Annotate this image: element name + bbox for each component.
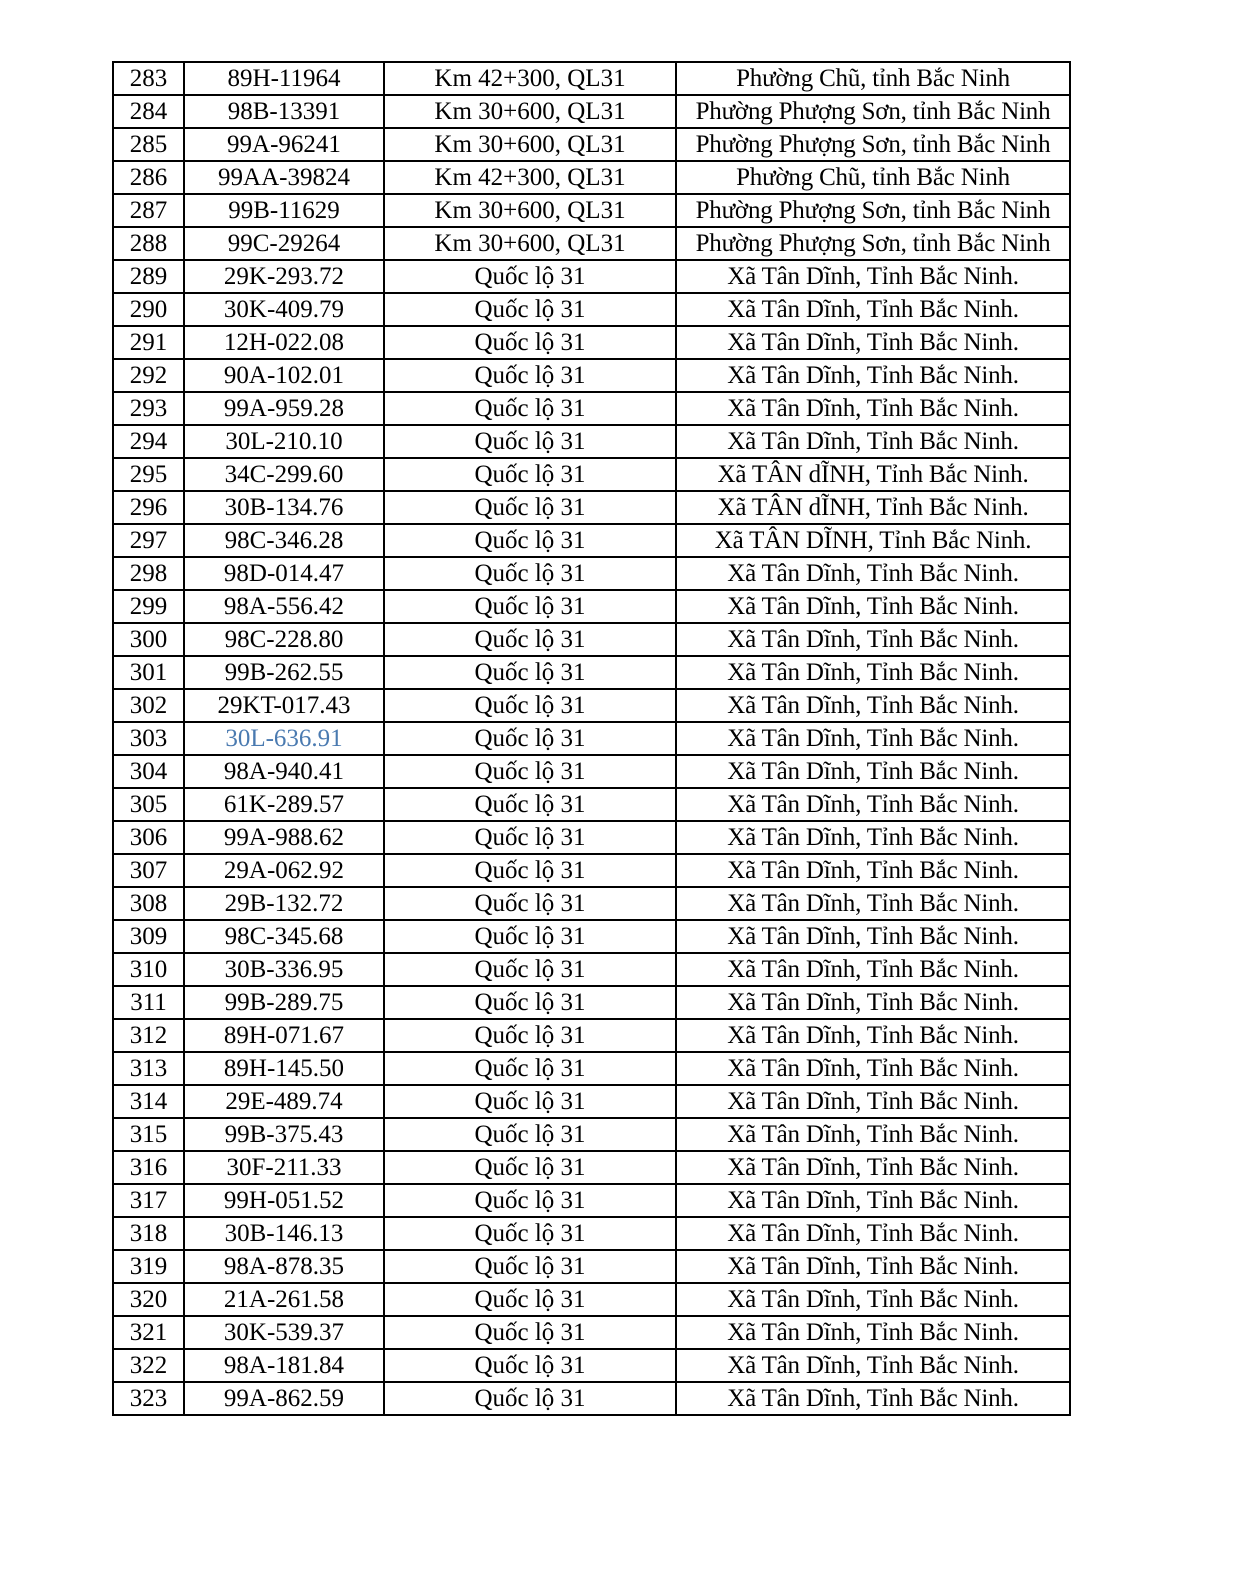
table-row: [113, 1184, 1070, 1217]
violation-records-table: [112, 61, 1071, 1416]
table-row: [113, 1217, 1070, 1250]
table-row: [113, 491, 1070, 524]
license-plate-cell: 30K-409.79: [184, 293, 384, 326]
commune-province-cell: Xã Tân Dĩnh, Tỉnh Bắc Ninh.: [676, 326, 1070, 359]
license-plate-cell: 99A-96241: [184, 128, 384, 161]
road-location-cell: Quốc lộ 31: [384, 623, 676, 656]
road-location-cell: Quốc lộ 31: [384, 854, 676, 887]
commune-province-cell: Xã Tân Dĩnh, Tỉnh Bắc Ninh.: [676, 854, 1070, 887]
road-location-cell: Quốc lộ 31: [384, 1118, 676, 1151]
road-location-cell: Km 42+300, QL31: [384, 161, 676, 194]
row-number-cell: 313: [113, 1052, 184, 1085]
table-row: [113, 854, 1070, 887]
license-plate-cell: 89H-11964: [184, 62, 384, 95]
table-row: [113, 1151, 1070, 1184]
road-location-cell: Quốc lộ 31: [384, 1283, 676, 1316]
table-row: [113, 1382, 1070, 1415]
road-location-cell: Quốc lộ 31: [384, 821, 676, 854]
row-number-cell: 317: [113, 1184, 184, 1217]
table-row: [113, 95, 1070, 128]
row-number-cell: 284: [113, 95, 184, 128]
road-location-cell: Quốc lộ 31: [384, 1382, 676, 1415]
table-row: [113, 1019, 1070, 1052]
row-number-cell: 318: [113, 1217, 184, 1250]
commune-province-cell: Xã Tân Dĩnh, Tỉnh Bắc Ninh.: [676, 1217, 1070, 1250]
commune-province-cell: Xã Tân Dĩnh, Tỉnh Bắc Ninh.: [676, 260, 1070, 293]
row-number-cell: 315: [113, 1118, 184, 1151]
commune-province-cell: Xã Tân Dĩnh, Tỉnh Bắc Ninh.: [676, 953, 1070, 986]
license-plate-cell: 98C-345.68: [184, 920, 384, 953]
road-location-cell: Quốc lộ 31: [384, 260, 676, 293]
commune-province-cell: Xã Tân Dĩnh, Tỉnh Bắc Ninh.: [676, 590, 1070, 623]
row-number-cell: 316: [113, 1151, 184, 1184]
license-plate-cell: 99A-862.59: [184, 1382, 384, 1415]
road-location-cell: Km 42+300, QL31: [384, 62, 676, 95]
table-row: [113, 1118, 1070, 1151]
table-row: [113, 755, 1070, 788]
license-plate-cell: 89H-071.67: [184, 1019, 384, 1052]
commune-province-cell: Xã Tân Dĩnh, Tỉnh Bắc Ninh.: [676, 293, 1070, 326]
commune-province-cell: Xã Tân Dĩnh, Tỉnh Bắc Ninh.: [676, 755, 1070, 788]
commune-province-cell: Xã Tân Dĩnh, Tỉnh Bắc Ninh.: [676, 821, 1070, 854]
license-plate-cell: 99A-988.62: [184, 821, 384, 854]
license-plate-cell: 98D-014.47: [184, 557, 384, 590]
commune-province-cell: Xã Tân Dĩnh, Tỉnh Bắc Ninh.: [676, 425, 1070, 458]
commune-province-cell: Xã Tân Dĩnh, Tỉnh Bắc Ninh.: [676, 689, 1070, 722]
commune-province-cell: Phường Chũ, tỉnh Bắc Ninh: [676, 161, 1070, 194]
license-plate-cell: 34C-299.60: [184, 458, 384, 491]
row-number-cell: 304: [113, 755, 184, 788]
row-number-cell: 297: [113, 524, 184, 557]
table-row: [113, 557, 1070, 590]
commune-province-cell: Xã Tân Dĩnh, Tỉnh Bắc Ninh.: [676, 1250, 1070, 1283]
license-plate-cell: 30K-539.37: [184, 1316, 384, 1349]
road-location-cell: Quốc lộ 31: [384, 920, 676, 953]
row-number-cell: 314: [113, 1085, 184, 1118]
license-plate-cell: 30B-146.13: [184, 1217, 384, 1250]
road-location-cell: Quốc lộ 31: [384, 590, 676, 623]
table-row: [113, 392, 1070, 425]
commune-province-cell: Xã Tân Dĩnh, Tỉnh Bắc Ninh.: [676, 722, 1070, 755]
license-plate-cell: 30L-210.10: [184, 425, 384, 458]
row-number-cell: 291: [113, 326, 184, 359]
license-plate-cell: 99B-289.75: [184, 986, 384, 1019]
road-location-cell: Quốc lộ 31: [384, 1349, 676, 1382]
row-number-cell: 289: [113, 260, 184, 293]
row-number-cell: 309: [113, 920, 184, 953]
row-number-cell: 288: [113, 227, 184, 260]
row-number-cell: 323: [113, 1382, 184, 1415]
table-row: [113, 821, 1070, 854]
table-row: [113, 293, 1070, 326]
row-number-cell: 292: [113, 359, 184, 392]
table-row: [113, 1283, 1070, 1316]
table-row: [113, 524, 1070, 557]
road-location-cell: Km 30+600, QL31: [384, 227, 676, 260]
road-location-cell: Quốc lộ 31: [384, 656, 676, 689]
license-plate-cell: 12H-022.08: [184, 326, 384, 359]
license-plate-cell: 98A-940.41: [184, 755, 384, 788]
license-plate-cell: 29B-132.72: [184, 887, 384, 920]
commune-province-cell: Xã Tân Dĩnh, Tỉnh Bắc Ninh.: [676, 1052, 1070, 1085]
road-location-cell: Quốc lộ 31: [384, 491, 676, 524]
road-location-cell: Quốc lộ 31: [384, 293, 676, 326]
license-plate-cell: 99B-262.55: [184, 656, 384, 689]
road-location-cell: Quốc lộ 31: [384, 1250, 676, 1283]
commune-province-cell: Phường Phượng Sơn, tỉnh Bắc Ninh: [676, 194, 1070, 227]
row-number-cell: 293: [113, 392, 184, 425]
license-plate-cell: 29K-293.72: [184, 260, 384, 293]
table-row: [113, 227, 1070, 260]
row-number-cell: 286: [113, 161, 184, 194]
license-plate-cell: 21A-261.58: [184, 1283, 384, 1316]
license-plate-cell: 99A-959.28: [184, 392, 384, 425]
row-number-cell: 300: [113, 623, 184, 656]
commune-province-cell: Xã TÂN dĨNH, Tỉnh Bắc Ninh.: [676, 491, 1070, 524]
commune-province-cell: Xã Tân Dĩnh, Tỉnh Bắc Ninh.: [676, 557, 1070, 590]
row-number-cell: 303: [113, 722, 184, 755]
table-row: [113, 590, 1070, 623]
commune-province-cell: Xã Tân Dĩnh, Tỉnh Bắc Ninh.: [676, 1151, 1070, 1184]
road-location-cell: Km 30+600, QL31: [384, 128, 676, 161]
commune-province-cell: Xã Tân Dĩnh, Tỉnh Bắc Ninh.: [676, 1349, 1070, 1382]
row-number-cell: 308: [113, 887, 184, 920]
license-plate-cell: 61K-289.57: [184, 788, 384, 821]
road-location-cell: Quốc lộ 31: [384, 887, 676, 920]
commune-province-cell: Xã TÂN dĨNH, Tỉnh Bắc Ninh.: [676, 458, 1070, 491]
license-plate-cell: 30F-211.33: [184, 1151, 384, 1184]
road-location-cell: Quốc lộ 31: [384, 1085, 676, 1118]
license-plate-cell: 98B-13391: [184, 95, 384, 128]
road-location-cell: Quốc lộ 31: [384, 1316, 676, 1349]
row-number-cell: 298: [113, 557, 184, 590]
table-row: [113, 656, 1070, 689]
row-number-cell: 283: [113, 62, 184, 95]
table-row: [113, 326, 1070, 359]
table-row: [113, 689, 1070, 722]
table-row: [113, 62, 1070, 95]
commune-province-cell: Xã Tân Dĩnh, Tỉnh Bắc Ninh.: [676, 1184, 1070, 1217]
row-number-cell: 307: [113, 854, 184, 887]
commune-province-cell: Xã Tân Dĩnh, Tỉnh Bắc Ninh.: [676, 1316, 1070, 1349]
license-plate-cell: 99AA-39824: [184, 161, 384, 194]
table-row: [113, 1085, 1070, 1118]
commune-province-cell: Xã Tân Dĩnh, Tỉnh Bắc Ninh.: [676, 392, 1070, 425]
row-number-cell: 310: [113, 953, 184, 986]
license-plate-cell: 30B-134.76: [184, 491, 384, 524]
license-plate-cell: 89H-145.50: [184, 1052, 384, 1085]
license-plate-cell: 30B-336.95: [184, 953, 384, 986]
license-plate-cell: 98A-878.35: [184, 1250, 384, 1283]
row-number-cell: 322: [113, 1349, 184, 1382]
table-row: [113, 788, 1070, 821]
row-number-cell: 319: [113, 1250, 184, 1283]
license-plate-cell: 98C-346.28: [184, 524, 384, 557]
license-plate-cell: 99B-11629: [184, 194, 384, 227]
license-plate-cell: 99H-051.52: [184, 1184, 384, 1217]
row-number-cell: 290: [113, 293, 184, 326]
road-location-cell: Quốc lộ 31: [384, 326, 676, 359]
license-plate-cell: 29KT-017.43: [184, 689, 384, 722]
commune-province-cell: Xã Tân Dĩnh, Tỉnh Bắc Ninh.: [676, 1382, 1070, 1415]
road-location-cell: Quốc lộ 31: [384, 1151, 676, 1184]
license-plate-cell: 29E-489.74: [184, 1085, 384, 1118]
commune-province-cell: Xã Tân Dĩnh, Tỉnh Bắc Ninh.: [676, 887, 1070, 920]
road-location-cell: Km 30+600, QL31: [384, 194, 676, 227]
road-location-cell: Quốc lộ 31: [384, 755, 676, 788]
row-number-cell: 306: [113, 821, 184, 854]
commune-province-cell: Phường Phượng Sơn, tỉnh Bắc Ninh: [676, 128, 1070, 161]
commune-province-cell: Xã TÂN DĨNH, Tỉnh Bắc Ninh.: [676, 524, 1070, 557]
commune-province-cell: Xã Tân Dĩnh, Tỉnh Bắc Ninh.: [676, 656, 1070, 689]
road-location-cell: Quốc lộ 31: [384, 425, 676, 458]
license-plate-cell: 30L-636.91: [184, 722, 384, 755]
license-plate-cell: 99B-375.43: [184, 1118, 384, 1151]
table-row: [113, 128, 1070, 161]
road-location-cell: Quốc lộ 31: [384, 722, 676, 755]
road-location-cell: Km 30+600, QL31: [384, 95, 676, 128]
row-number-cell: 321: [113, 1316, 184, 1349]
license-plate-cell: 98C-228.80: [184, 623, 384, 656]
table-row: [113, 1316, 1070, 1349]
table-row: [113, 986, 1070, 1019]
road-location-cell: Quốc lộ 31: [384, 953, 676, 986]
road-location-cell: Quốc lộ 31: [384, 524, 676, 557]
commune-province-cell: Xã Tân Dĩnh, Tỉnh Bắc Ninh.: [676, 1085, 1070, 1118]
row-number-cell: 299: [113, 590, 184, 623]
road-location-cell: Quốc lộ 31: [384, 1052, 676, 1085]
commune-province-cell: Phường Chũ, tỉnh Bắc Ninh: [676, 62, 1070, 95]
row-number-cell: 320: [113, 1283, 184, 1316]
license-plate-cell: 98A-556.42: [184, 590, 384, 623]
road-location-cell: Quốc lộ 31: [384, 689, 676, 722]
table-row: [113, 425, 1070, 458]
road-location-cell: Quốc lộ 31: [384, 986, 676, 1019]
table-row: [113, 359, 1070, 392]
table-row: [113, 623, 1070, 656]
license-plate-cell: 90A-102.01: [184, 359, 384, 392]
table-row: [113, 722, 1070, 755]
commune-province-cell: Xã Tân Dĩnh, Tỉnh Bắc Ninh.: [676, 1283, 1070, 1316]
row-number-cell: 311: [113, 986, 184, 1019]
commune-province-cell: Xã Tân Dĩnh, Tỉnh Bắc Ninh.: [676, 788, 1070, 821]
road-location-cell: Quốc lộ 31: [384, 788, 676, 821]
table-row: [113, 458, 1070, 491]
table-row: [113, 920, 1070, 953]
records-table-body: [113, 62, 1070, 1415]
table-row: [113, 887, 1070, 920]
table-row: [113, 161, 1070, 194]
license-plate-cell: 29A-062.92: [184, 854, 384, 887]
table-row: [113, 1349, 1070, 1382]
road-location-cell: Quốc lộ 31: [384, 1184, 676, 1217]
license-plate-cell: 99C-29264: [184, 227, 384, 260]
commune-province-cell: Xã Tân Dĩnh, Tỉnh Bắc Ninh.: [676, 359, 1070, 392]
road-location-cell: Quốc lộ 31: [384, 458, 676, 491]
commune-province-cell: Xã Tân Dĩnh, Tỉnh Bắc Ninh.: [676, 1118, 1070, 1151]
commune-province-cell: Phường Phượng Sơn, tỉnh Bắc Ninh: [676, 95, 1070, 128]
row-number-cell: 312: [113, 1019, 184, 1052]
table-row: [113, 1052, 1070, 1085]
row-number-cell: 295: [113, 458, 184, 491]
commune-province-cell: Xã Tân Dĩnh, Tỉnh Bắc Ninh.: [676, 623, 1070, 656]
road-location-cell: Quốc lộ 31: [384, 359, 676, 392]
table-row: [113, 194, 1070, 227]
row-number-cell: 305: [113, 788, 184, 821]
row-number-cell: 287: [113, 194, 184, 227]
road-location-cell: Quốc lộ 31: [384, 392, 676, 425]
row-number-cell: 296: [113, 491, 184, 524]
road-location-cell: Quốc lộ 31: [384, 557, 676, 590]
commune-province-cell: Xã Tân Dĩnh, Tỉnh Bắc Ninh.: [676, 986, 1070, 1019]
road-location-cell: Quốc lộ 31: [384, 1217, 676, 1250]
row-number-cell: 285: [113, 128, 184, 161]
row-number-cell: 294: [113, 425, 184, 458]
table-row: [113, 260, 1070, 293]
commune-province-cell: Phường Phượng Sơn, tỉnh Bắc Ninh: [676, 227, 1070, 260]
table-row: [113, 1250, 1070, 1283]
row-number-cell: 301: [113, 656, 184, 689]
road-location-cell: Quốc lộ 31: [384, 1019, 676, 1052]
row-number-cell: 302: [113, 689, 184, 722]
license-plate-cell: 98A-181.84: [184, 1349, 384, 1382]
table-row: [113, 953, 1070, 986]
commune-province-cell: Xã Tân Dĩnh, Tỉnh Bắc Ninh.: [676, 1019, 1070, 1052]
commune-province-cell: Xã Tân Dĩnh, Tỉnh Bắc Ninh.: [676, 920, 1070, 953]
